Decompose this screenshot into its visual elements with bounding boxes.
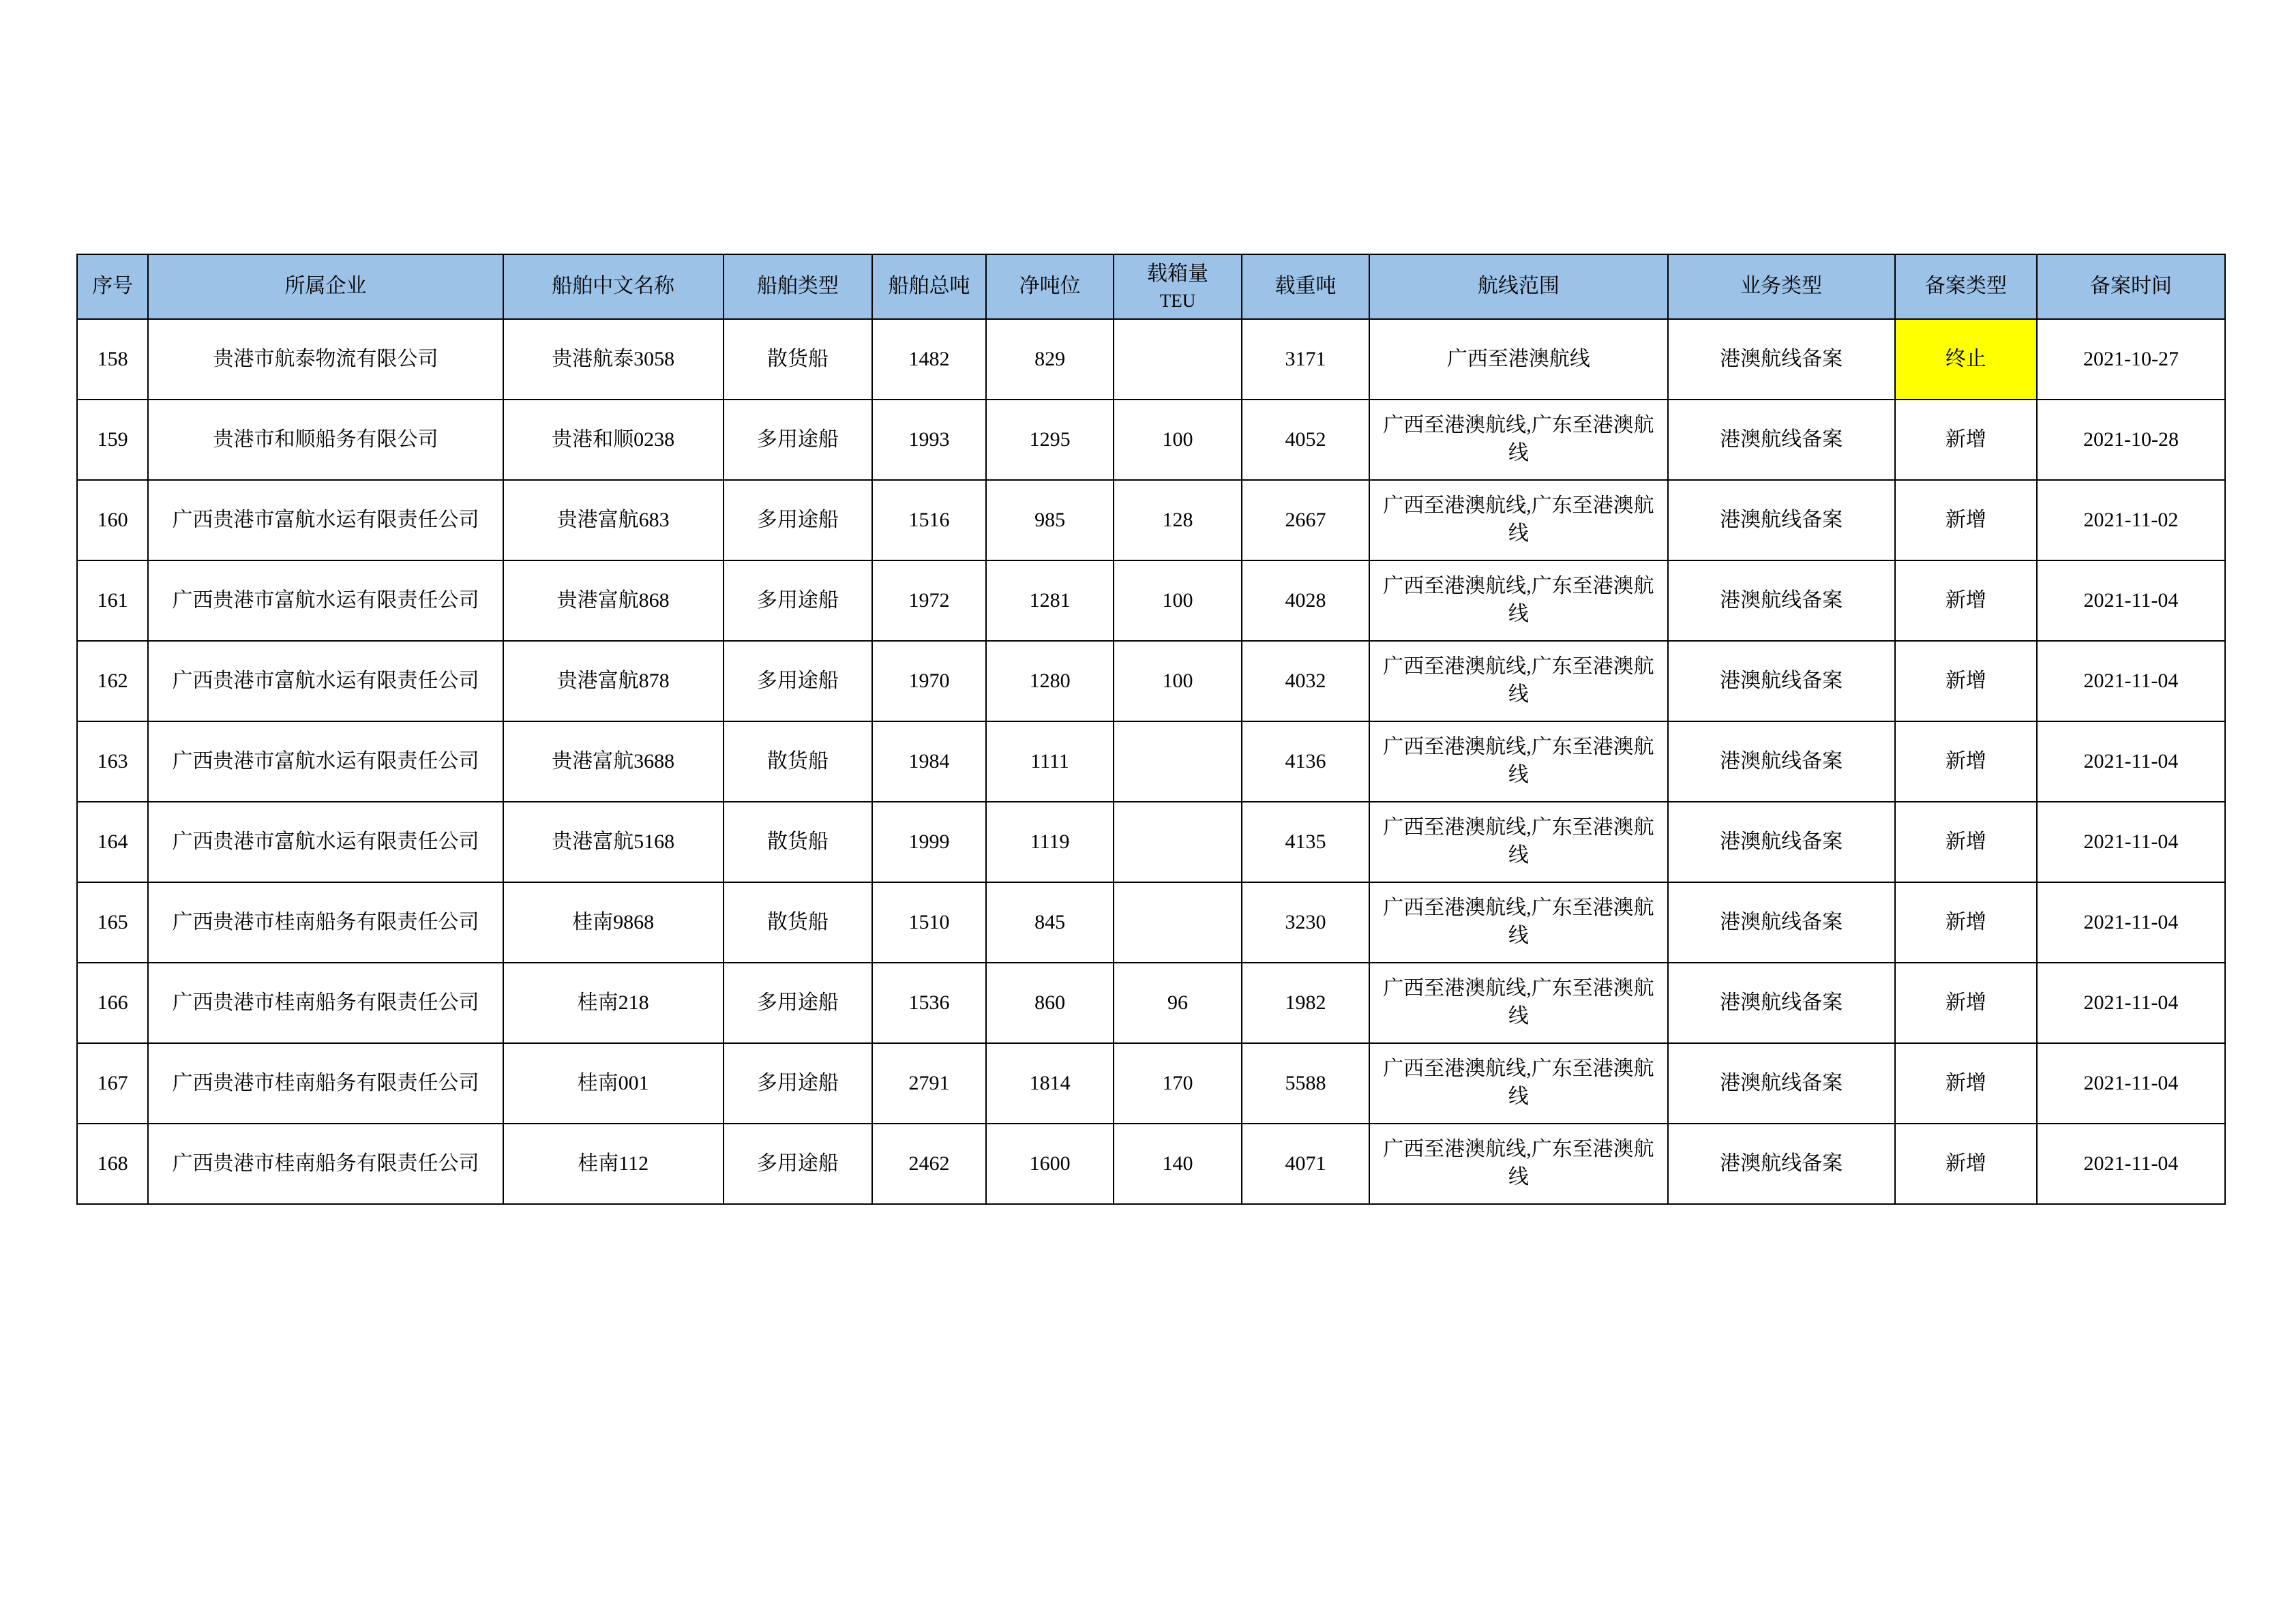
column-header-route-label: 航线范围 <box>1477 275 1560 298</box>
table-row <box>77 1124 2225 1204</box>
cell-deadweight: 4052 <box>1242 400 1369 480</box>
cell-record-type: 新增 <box>1895 963 2037 1043</box>
cell-ship-type: 多用途船 <box>724 560 873 641</box>
cell-teu <box>1114 882 1241 963</box>
table-row <box>77 721 2225 802</box>
cell-record-type: 新增 <box>1895 1124 2037 1204</box>
cell-record-type: 新增 <box>1895 480 2037 560</box>
cell-gross-tonnage: 2791 <box>872 1043 986 1124</box>
column-header-net-tonnage <box>986 254 1114 319</box>
column-header-gross-tonnage <box>872 254 986 319</box>
table-row <box>77 963 2225 1043</box>
cell-route: 广西至港澳航线,广东至港澳航线 <box>1369 1043 1667 1124</box>
cell-seq: 167 <box>77 1043 148 1124</box>
cell-teu: 128 <box>1114 480 1241 560</box>
cell-net-tonnage: 1119 <box>986 802 1114 882</box>
column-header-deadweight <box>1242 254 1369 319</box>
cell-route: 广西至港澳航线,广东至港澳航线 <box>1369 882 1667 963</box>
cell-record-date: 2021-11-04 <box>2037 1124 2225 1204</box>
cell-record-type: 新增 <box>1895 641 2037 721</box>
cell-route: 广西至港澳航线,广东至港澳航线 <box>1369 400 1667 480</box>
cell-route: 广西至港澳航线,广东至港澳航线 <box>1369 721 1667 802</box>
column-header-deadweight-label: 载重吨 <box>1274 275 1337 298</box>
cell-ship-type: 多用途船 <box>724 400 873 480</box>
cell-company: 广西贵港市富航水运有限责任公司 <box>148 641 503 721</box>
cell-ship-type: 多用途船 <box>724 1124 873 1204</box>
column-header-seq <box>77 254 148 319</box>
table-row <box>77 882 2225 963</box>
cell-route: 广西至港澳航线,广东至港澳航线 <box>1369 480 1667 560</box>
cell-business-type: 港澳航线备案 <box>1668 1043 1895 1124</box>
cell-deadweight: 4032 <box>1242 641 1369 721</box>
cell-gross-tonnage: 1993 <box>872 400 986 480</box>
cell-deadweight: 4028 <box>1242 560 1369 641</box>
column-header-company <box>148 254 503 319</box>
column-header-seq-label: 序号 <box>92 275 134 298</box>
cell-teu: 100 <box>1114 641 1241 721</box>
cell-business-type: 港澳航线备案 <box>1668 882 1895 963</box>
cell-route: 广西至港澳航线,广东至港澳航线 <box>1369 641 1667 721</box>
cell-ship-name: 贵港富航3688 <box>503 721 724 802</box>
cell-business-type: 港澳航线备案 <box>1668 1124 1895 1204</box>
cell-teu: 140 <box>1114 1124 1241 1204</box>
cell-teu <box>1114 802 1241 882</box>
cell-teu <box>1114 721 1241 802</box>
cell-company: 广西贵港市富航水运有限责任公司 <box>148 560 503 641</box>
cell-net-tonnage: 829 <box>986 319 1114 400</box>
column-header-business-type <box>1668 254 1895 319</box>
cell-record-type: 新增 <box>1895 1043 2037 1124</box>
cell-gross-tonnage: 1482 <box>872 319 986 400</box>
cell-business-type: 港澳航线备案 <box>1668 721 1895 802</box>
cell-ship-type: 散货船 <box>724 802 873 882</box>
column-header-route <box>1369 254 1667 319</box>
table-body <box>77 319 2225 1204</box>
cell-ship-type: 散货船 <box>724 721 873 802</box>
cell-business-type: 港澳航线备案 <box>1668 641 1895 721</box>
cell-ship-type: 多用途船 <box>724 963 873 1043</box>
cell-ship-name: 桂南218 <box>503 963 724 1043</box>
table-row <box>77 641 2225 721</box>
cell-net-tonnage: 1111 <box>986 721 1114 802</box>
cell-net-tonnage: 985 <box>986 480 1114 560</box>
cell-record-type: 新增 <box>1895 882 2037 963</box>
cell-ship-name: 桂南001 <box>503 1043 724 1124</box>
cell-seq: 159 <box>77 400 148 480</box>
cell-company: 广西贵港市桂南船务有限责任公司 <box>148 1124 503 1204</box>
cell-ship-name: 桂南112 <box>503 1124 724 1204</box>
cell-business-type: 港澳航线备案 <box>1668 963 1895 1043</box>
column-header-ship-type <box>724 254 873 319</box>
cell-seq: 166 <box>77 963 148 1043</box>
column-header-teu-sublabel: TEU <box>1159 290 1196 311</box>
column-header-teu-label: 载箱量 <box>1147 262 1209 285</box>
cell-ship-name: 贵港富航878 <box>503 641 724 721</box>
cell-net-tonnage: 1280 <box>986 641 1114 721</box>
cell-net-tonnage: 845 <box>986 882 1114 963</box>
cell-company: 贵港市航泰物流有限公司 <box>148 319 503 400</box>
cell-gross-tonnage: 1984 <box>872 721 986 802</box>
cell-deadweight: 4071 <box>1242 1124 1369 1204</box>
cell-seq: 165 <box>77 882 148 963</box>
cell-teu <box>1114 319 1241 400</box>
cell-ship-type: 多用途船 <box>724 641 873 721</box>
vessel-record-table <box>76 254 2226 1205</box>
cell-net-tonnage: 1295 <box>986 400 1114 480</box>
cell-teu: 100 <box>1114 400 1241 480</box>
column-header-record-type <box>1895 254 2037 319</box>
cell-business-type: 港澳航线备案 <box>1668 560 1895 641</box>
table-row <box>77 802 2225 882</box>
cell-record-date: 2021-11-04 <box>2037 560 2225 641</box>
cell-ship-name: 桂南9868 <box>503 882 724 963</box>
column-header-record-type-label: 备案类型 <box>1924 275 2007 298</box>
column-header-gross-tonnage-label: 船舶总吨 <box>888 275 970 298</box>
cell-gross-tonnage: 1510 <box>872 882 986 963</box>
cell-company: 广西贵港市桂南船务有限责任公司 <box>148 1043 503 1124</box>
cell-seq: 168 <box>77 1124 148 1204</box>
cell-deadweight: 5588 <box>1242 1043 1369 1124</box>
cell-teu: 170 <box>1114 1043 1241 1124</box>
column-header-record-date-label: 备案时间 <box>2089 275 2172 298</box>
cell-deadweight: 2667 <box>1242 480 1369 560</box>
cell-company: 广西贵港市富航水运有限责任公司 <box>148 721 503 802</box>
column-header-ship-name-label: 船舶中文名称 <box>552 275 675 298</box>
table-row <box>77 319 2225 400</box>
cell-gross-tonnage: 1999 <box>872 802 986 882</box>
cell-ship-name: 贵港航泰3058 <box>503 319 724 400</box>
cell-company: 广西贵港市富航水运有限责任公司 <box>148 480 503 560</box>
cell-route: 广西至港澳航线,广东至港澳航线 <box>1369 963 1667 1043</box>
cell-record-date: 2021-11-04 <box>2037 882 2225 963</box>
cell-ship-name: 贵港富航5168 <box>503 802 724 882</box>
cell-record-type: 新增 <box>1895 400 2037 480</box>
column-header-net-tonnage-label: 净吨位 <box>1019 275 1081 298</box>
cell-seq: 163 <box>77 721 148 802</box>
vessel-record-table-container <box>76 254 2226 1205</box>
cell-company: 贵港市和顺船务有限公司 <box>148 400 503 480</box>
cell-ship-type: 散货船 <box>724 319 873 400</box>
cell-net-tonnage: 860 <box>986 963 1114 1043</box>
cell-seq: 160 <box>77 480 148 560</box>
cell-deadweight: 3230 <box>1242 882 1369 963</box>
column-header-ship-type-label: 船舶类型 <box>756 275 839 298</box>
cell-company: 广西贵港市桂南船务有限责任公司 <box>148 963 503 1043</box>
table-row <box>77 480 2225 560</box>
cell-business-type: 港澳航线备案 <box>1668 802 1895 882</box>
cell-net-tonnage: 1600 <box>986 1124 1114 1204</box>
cell-deadweight: 3171 <box>1242 319 1369 400</box>
cell-record-date: 2021-11-02 <box>2037 480 2225 560</box>
cell-deadweight: 4136 <box>1242 721 1369 802</box>
cell-ship-name: 贵港富航868 <box>503 560 724 641</box>
cell-company: 广西贵港市富航水运有限责任公司 <box>148 802 503 882</box>
cell-route: 广西至港澳航线,广东至港澳航线 <box>1369 1124 1667 1204</box>
cell-ship-type: 多用途船 <box>724 480 873 560</box>
cell-deadweight: 1982 <box>1242 963 1369 1043</box>
cell-record-date: 2021-11-04 <box>2037 963 2225 1043</box>
cell-record-type: 新增 <box>1895 560 2037 641</box>
cell-record-date: 2021-11-04 <box>2037 721 2225 802</box>
cell-deadweight: 4135 <box>1242 802 1369 882</box>
cell-net-tonnage: 1814 <box>986 1043 1114 1124</box>
cell-company: 广西贵港市桂南船务有限责任公司 <box>148 882 503 963</box>
column-header-ship-name <box>503 254 724 319</box>
cell-record-date: 2021-11-04 <box>2037 641 2225 721</box>
cell-teu: 100 <box>1114 560 1241 641</box>
cell-gross-tonnage: 1516 <box>872 480 986 560</box>
column-header-company-label: 所属企业 <box>284 275 367 298</box>
cell-record-date: 2021-11-04 <box>2037 1043 2225 1124</box>
cell-record-type: 新增 <box>1895 721 2037 802</box>
cell-seq: 162 <box>77 641 148 721</box>
cell-route: 广西至港澳航线 <box>1369 319 1667 400</box>
cell-seq: 164 <box>77 802 148 882</box>
cell-record-type: 终止 <box>1895 319 2037 400</box>
cell-gross-tonnage: 2462 <box>872 1124 986 1204</box>
cell-business-type: 港澳航线备案 <box>1668 480 1895 560</box>
cell-net-tonnage: 1281 <box>986 560 1114 641</box>
cell-gross-tonnage: 1970 <box>872 641 986 721</box>
cell-ship-name: 贵港和顺0238 <box>503 400 724 480</box>
cell-business-type: 港澳航线备案 <box>1668 400 1895 480</box>
cell-record-date: 2021-11-04 <box>2037 802 2225 882</box>
table-header-row <box>77 254 2225 319</box>
cell-gross-tonnage: 1972 <box>872 560 986 641</box>
table-row <box>77 1043 2225 1124</box>
cell-seq: 161 <box>77 560 148 641</box>
cell-ship-name: 贵港富航683 <box>503 480 724 560</box>
column-header-record-date <box>2037 254 2225 319</box>
cell-route: 广西至港澳航线,广东至港澳航线 <box>1369 802 1667 882</box>
cell-ship-type: 散货船 <box>724 882 873 963</box>
cell-record-type: 新增 <box>1895 802 2037 882</box>
column-header-teu <box>1114 254 1241 319</box>
table-row <box>77 400 2225 480</box>
cell-seq: 158 <box>77 319 148 400</box>
cell-ship-type: 多用途船 <box>724 1043 873 1124</box>
cell-gross-tonnage: 1536 <box>872 963 986 1043</box>
table-header <box>77 254 2225 319</box>
cell-record-date: 2021-10-27 <box>2037 319 2225 400</box>
cell-route: 广西至港澳航线,广东至港澳航线 <box>1369 560 1667 641</box>
column-header-business-type-label: 业务类型 <box>1740 275 1823 298</box>
table-row <box>77 560 2225 641</box>
cell-business-type: 港澳航线备案 <box>1668 319 1895 400</box>
cell-record-date: 2021-10-28 <box>2037 400 2225 480</box>
cell-teu: 96 <box>1114 963 1241 1043</box>
